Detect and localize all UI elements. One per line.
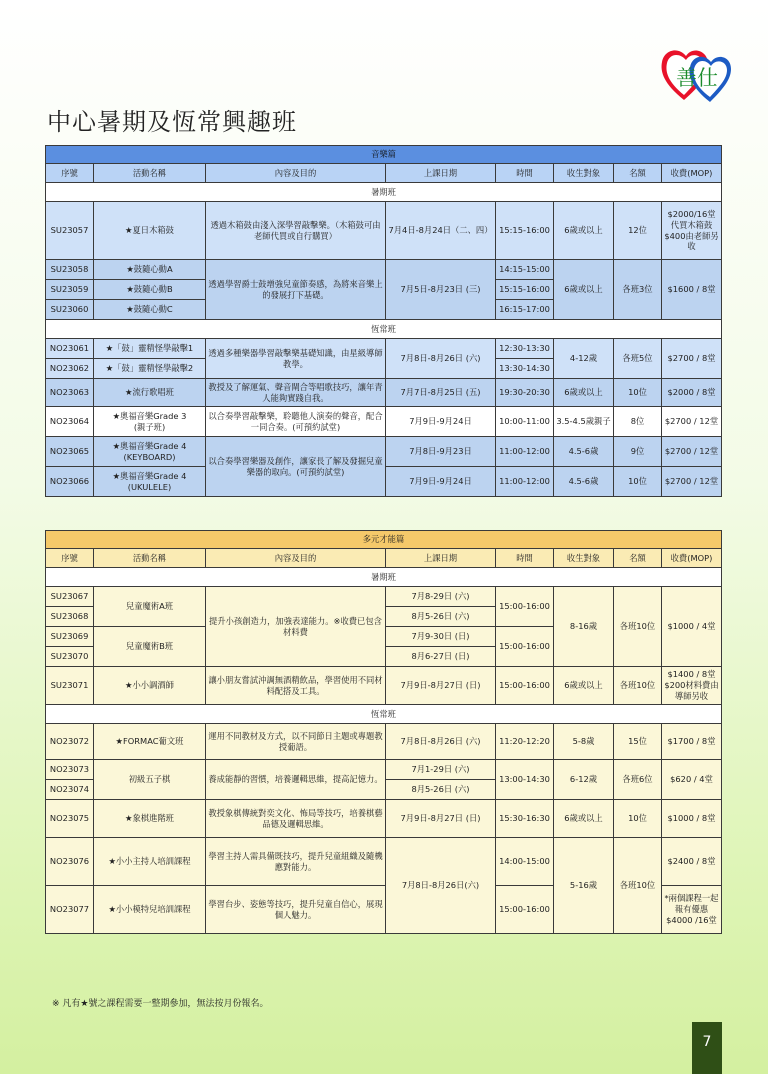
class-quota: 15位 — [614, 724, 662, 760]
class-time: 11:00-12:00 — [496, 467, 554, 497]
col-header: 收費(MOP) — [662, 164, 722, 183]
class-quota: 9位 — [614, 437, 662, 467]
class-date: 7月9日-8月27日 (日) — [386, 800, 496, 838]
class-name: 兒童魔術B班 — [94, 627, 206, 667]
page-number: 7 — [692, 1022, 722, 1074]
class-quota: 10位 — [614, 467, 662, 497]
class-name-sub: (KEYBOARD) — [123, 451, 176, 462]
col-header: 內容及目的 — [206, 164, 386, 183]
class-code: SU23059 — [46, 280, 94, 300]
class-date: 7月8日-8月26日(六) — [386, 838, 496, 934]
class-content: 提升小孩創造力，加強表達能力。※收費已包含材料費 — [206, 587, 386, 667]
class-date: 7月7日-8月25日 (五) — [386, 379, 496, 407]
class-name: ★夏日木箱鼓 — [94, 202, 206, 260]
class-time: 12:30-13:30 — [496, 339, 554, 359]
section-label: 恆常班 — [46, 705, 722, 724]
class-code: NO23064 — [46, 407, 94, 437]
table-row — [46, 202, 722, 260]
talent-header-row — [46, 549, 722, 568]
class-date: 7月9日-9月24日 — [386, 467, 496, 497]
class-code: NO23066 — [46, 467, 94, 497]
class-target: 5-16歲 — [554, 838, 614, 934]
class-code: SU23068 — [46, 607, 94, 627]
class-name: ★鼓隨心動A — [94, 260, 206, 280]
class-code: SU23071 — [46, 667, 94, 705]
col-header: 時間 — [496, 549, 554, 568]
class-quota: 各班3位 — [614, 260, 662, 320]
class-content: 教授及了解運氣、聲音閘合等唱歌技巧，讓年青人能夠實踐自我。 — [206, 379, 386, 407]
col-header: 收生對象 — [554, 549, 614, 568]
class-time: 16:15-17:00 — [496, 300, 554, 320]
class-target: 3.5-4.5歲親子 — [554, 407, 614, 437]
class-fee: $1400 / 8堂$200材料費由導師另收 — [662, 667, 722, 705]
col-header: 名額 — [614, 164, 662, 183]
class-date: 8月5-26日 (六) — [386, 780, 496, 800]
class-name-main: ★奧福音樂Grade 4 — [112, 470, 187, 481]
class-time: 15:00-16:00 — [496, 886, 554, 934]
col-header: 活動名稱 — [94, 164, 206, 183]
class-code: NO23062 — [46, 359, 94, 379]
class-name-sub: (親子班) — [133, 421, 166, 432]
class-date: 7月4日-8月24日（二、四） — [386, 202, 496, 260]
class-content: 學習主持人需具備既技巧，提升兒童組織及隨機應對能力。 — [206, 838, 386, 886]
col-header: 活動名稱 — [94, 549, 206, 568]
class-fee: $1600 / 8堂 — [662, 260, 722, 320]
section-label: 暑期班 — [46, 183, 722, 202]
class-time: 15:15-16:00 — [496, 280, 554, 300]
class-name — [94, 407, 206, 437]
class-quota: 各班5位 — [614, 339, 662, 379]
table-row — [46, 379, 722, 407]
class-fee: $2700 / 12堂 — [662, 437, 722, 467]
class-time: 15:00-16:00 — [496, 627, 554, 667]
class-quota: 10位 — [614, 379, 662, 407]
class-name: ★小小調酒師 — [94, 667, 206, 705]
class-quota: 10位 — [614, 800, 662, 838]
class-time: 15:15-16:00 — [496, 202, 554, 260]
class-code: SU23067 — [46, 587, 94, 607]
class-name: 兒童魔術A班 — [94, 587, 206, 627]
class-name: ★鼓隨心動C — [94, 300, 206, 320]
class-target: 4.5-6歲 — [554, 467, 614, 497]
class-target: 6歲或以上 — [554, 202, 614, 260]
class-fee: $620 / 4堂 — [662, 760, 722, 800]
col-header: 序號 — [46, 164, 94, 183]
class-name: ★FORMAC葡文班 — [94, 724, 206, 760]
table-row — [46, 667, 722, 705]
class-name: ★象棋進階班 — [94, 800, 206, 838]
class-quota: 8位 — [614, 407, 662, 437]
class-time: 11:20-12:20 — [496, 724, 554, 760]
class-content: 教授象棋傳統對奕文化、怖局等技巧，培養棋藝品德及邏輯思維。 — [206, 800, 386, 838]
col-header: 時間 — [496, 164, 554, 183]
talent-category-title: 多元才能篇 — [46, 531, 722, 549]
class-target: 6歲或以上 — [554, 800, 614, 838]
class-code: NO23076 — [46, 838, 94, 886]
section-label: 恆常班 — [46, 320, 722, 339]
class-fee: $2700 / 8堂 — [662, 339, 722, 379]
class-quota: 各班6位 — [614, 760, 662, 800]
class-code: SU23057 — [46, 202, 94, 260]
class-time: 19:30-20:30 — [496, 379, 554, 407]
class-code: NO23063 — [46, 379, 94, 407]
class-content: 養成能靜的習慣，培養邏輯思維，提高記憶力。 — [206, 760, 386, 800]
table-row — [46, 760, 722, 780]
class-date: 7月9-30日 (日) — [386, 627, 496, 647]
class-time: 10:00-11:00 — [496, 407, 554, 437]
class-content: 透過木箱鼓由淺入深學習敲擊樂。（木箱鼓可由老師代買或自行購買） — [206, 202, 386, 260]
class-target: 6歲或以上 — [554, 667, 614, 705]
class-code: NO23077 — [46, 886, 94, 934]
class-fee: $2700 / 12堂 — [662, 407, 722, 437]
class-fee-note: *兩個課程一起報有優惠$4000 /16堂 — [662, 886, 722, 934]
table-row — [46, 724, 722, 760]
class-date: 7月8日-9月23日 — [386, 437, 496, 467]
class-quota: 各班10位 — [614, 667, 662, 705]
class-date: 7月8-29日 (六) — [386, 587, 496, 607]
class-name: ★鼓隨心動B — [94, 280, 206, 300]
class-name: ★「鼓」靈精怪學敲擊1 — [94, 339, 206, 359]
music-table — [45, 145, 722, 497]
class-code: NO23075 — [46, 800, 94, 838]
class-quota: 各班10位 — [614, 838, 662, 934]
class-quota: 12位 — [614, 202, 662, 260]
class-name: ★小小主持人培訓課程 — [94, 838, 206, 886]
class-time: 14:15-15:00 — [496, 260, 554, 280]
class-code: SU23058 — [46, 260, 94, 280]
class-name-main: ★奧福音樂Grade 3 — [112, 410, 187, 421]
class-name-main: ★奧福音樂Grade 4 — [112, 440, 187, 451]
class-fee: $1000 / 8堂 — [662, 800, 722, 838]
class-date: 8月5-26日 (六) — [386, 607, 496, 627]
class-date: 7月9日-8月27日 (日) — [386, 667, 496, 705]
class-code: NO23065 — [46, 437, 94, 467]
class-content: 學習台步、姿態等技巧，提升兒童自信心，展現個人魅力。 — [206, 886, 386, 934]
table-row — [46, 407, 722, 437]
class-code: SU23069 — [46, 627, 94, 647]
class-time: 14:00-15:00 — [496, 838, 554, 886]
class-time: 15:00-16:00 — [496, 667, 554, 705]
class-date: 7月8日-8月26日 (六) — [386, 339, 496, 379]
class-name: ★「鼓」靈精怪學敲擊2 — [94, 359, 206, 379]
col-header: 名額 — [614, 549, 662, 568]
class-code: NO23061 — [46, 339, 94, 359]
col-header: 上課日期 — [386, 164, 496, 183]
class-code: NO23073 — [46, 760, 94, 780]
logo-text: 善仕 — [676, 66, 718, 90]
class-target: 6-12歲 — [554, 760, 614, 800]
class-date: 7月5日-8月23日 (三) — [386, 260, 496, 320]
class-time: 11:00-12:00 — [496, 437, 554, 467]
table-row — [46, 260, 722, 280]
class-target: 5-8歲 — [554, 724, 614, 760]
class-date: 8月6-27日 (日) — [386, 647, 496, 667]
page-title: 中心暑期及恆常興趣班 — [47, 108, 297, 136]
music-header-row — [46, 164, 722, 183]
footnote: ※ 凡有★號之課程需要一整期參加，無法按月份報名。 — [52, 999, 269, 1009]
class-time: 15:00-16:00 — [496, 587, 554, 627]
class-name: 初級五子棋 — [94, 760, 206, 800]
class-fee: $2700 / 12堂 — [662, 467, 722, 497]
class-content: 以合奏學習樂器及創作，讓家長了解及發掘兒童樂器的取向。(可預約試堂) — [206, 437, 386, 497]
class-name: ★小小模特兒培訓課程 — [94, 886, 206, 934]
class-content: 以合奏學習敲擊樂，聆聽他人演奏的聲音，配合一同合奏。(可預約試堂) — [206, 407, 386, 437]
class-fee: $2400 / 8堂 — [662, 838, 722, 886]
talent-table — [45, 530, 722, 934]
class-time: 13:30-14:30 — [496, 359, 554, 379]
table-row — [46, 800, 722, 838]
class-fee: $1700 / 8堂 — [662, 724, 722, 760]
class-code: NO23072 — [46, 724, 94, 760]
class-date: 7月1-29日 (六) — [386, 760, 496, 780]
class-code: SU23060 — [46, 300, 94, 320]
col-header: 上課日期 — [386, 549, 496, 568]
class-date: 7月8日-8月26日 (六) — [386, 724, 496, 760]
class-target: 4-12歲 — [554, 339, 614, 379]
class-content: 運用不同教材及方式，以不同節日主題或專題教授葡語。 — [206, 724, 386, 760]
heart-logo — [658, 42, 736, 106]
table-row — [46, 437, 722, 467]
table-row — [46, 339, 722, 359]
col-header: 序號 — [46, 549, 94, 568]
col-header: 收生對象 — [554, 164, 614, 183]
class-time: 15:30-16:30 — [496, 800, 554, 838]
table-row — [46, 838, 722, 886]
music-category-title: 音樂篇 — [46, 146, 722, 164]
table-row — [46, 587, 722, 607]
col-header: 收費(MOP) — [662, 549, 722, 568]
class-target: 8-16歲 — [554, 587, 614, 667]
class-name: ★流行歌唱班 — [94, 379, 206, 407]
class-content: 透過多種樂器學習敲擊樂基礎知識，由星級導師教學。 — [206, 339, 386, 379]
class-name — [94, 467, 206, 497]
class-target: 6歲或以上 — [554, 260, 614, 320]
class-fee: $1000 / 4堂 — [662, 587, 722, 667]
class-time: 13:00-14:30 — [496, 760, 554, 800]
section-label: 暑期班 — [46, 568, 722, 587]
class-fee: $2000/16堂代買木箱鼓$400由老師另收 — [662, 202, 722, 260]
class-fee: $2000 / 8堂 — [662, 379, 722, 407]
class-content: 透過學習爵士鼓增強兒童節奏感，為將來音樂上的發展打下基礎。 — [206, 260, 386, 320]
class-name — [94, 437, 206, 467]
class-quota: 各班10位 — [614, 587, 662, 667]
class-target: 4.5-6歲 — [554, 437, 614, 467]
class-code: NO23074 — [46, 780, 94, 800]
col-header: 內容及目的 — [206, 549, 386, 568]
class-content: 讓小朋友嘗試沖調無酒精飲品，學習使用不同材料配搭及工具。 — [206, 667, 386, 705]
class-date: 7月9日-9月24日 — [386, 407, 496, 437]
class-target: 6歲或以上 — [554, 379, 614, 407]
class-name-sub: (UKULELE) — [127, 481, 172, 492]
class-code: SU23070 — [46, 647, 94, 667]
